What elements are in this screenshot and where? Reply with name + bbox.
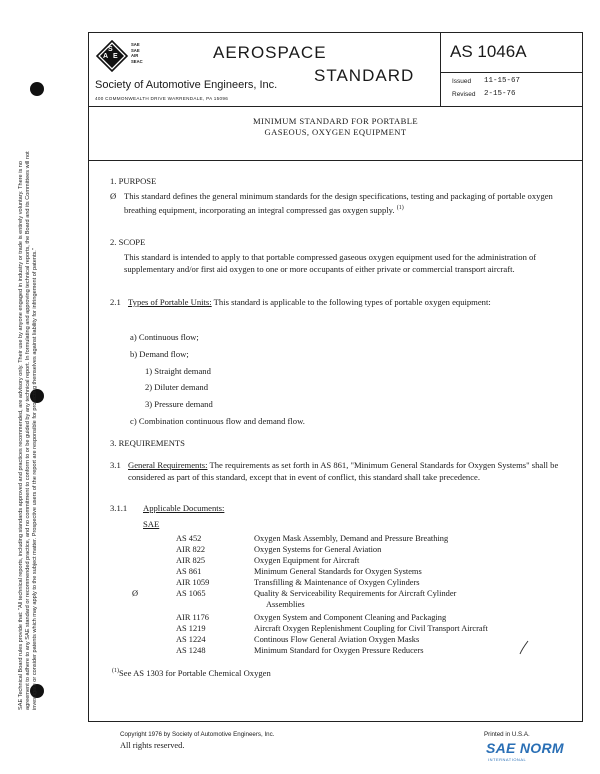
logo-side-words (131, 42, 143, 64)
section-2-1-text (128, 297, 564, 309)
revised-date: 2-15-76 (484, 90, 516, 98)
section-3-1-label: General Requirements: (128, 460, 208, 470)
documents-table (132, 534, 570, 655)
revised-label: Revised (452, 91, 476, 98)
section-1-text (124, 191, 564, 216)
doc-code: AS 452 (176, 534, 202, 543)
doc-title-cell: Oxygen Systems for General Aviation (254, 545, 382, 554)
section-2-1-body: This standard is applicable to the following types of portable oxygen equipment: (213, 297, 491, 307)
doc-code: AS 861 (176, 567, 202, 576)
logo-letter-s: S (108, 46, 113, 53)
side-notice: SAE Technical Board rules provide that: "All technical reports, including standards approved and practices recommended, are advisory only. Their use by anyone engaged in industry or trade is entirely voluntary. There is no agreement to adhere to any SAE standard or recommended practice, and no commitment to conform to or be guided by any technical report. In formulating and approving technical reports, the Board and its Committees will not investigate or consider patents which may apply to the subject matter. Prospective users of the report are responsible for protecting themselves against liability for infringement of patents." (18, 151, 39, 710)
doc-title-cell: Oxygen Equipment for Aircraft (254, 556, 360, 565)
doc-title-cell: Oxygen System and Component Cleaning and Packaging (254, 613, 447, 622)
handwritten-mark (517, 640, 531, 656)
section-3-1-text (128, 460, 564, 483)
doc-title-cell: Aircraft Oxygen Replenishment Coupling for Civil Transport Aircraft (254, 624, 488, 633)
header-title-aerospace: AEROSPACE (213, 43, 327, 62)
list-item-b2: 2) Diluter demand (145, 382, 209, 392)
society-address: 400 COMMONWEALTH DRIVE WARRENDALE, PA 15096 (95, 96, 229, 101)
doc-title-cell: Minimum Standard for Oxygen Pressure Reducers (254, 646, 424, 655)
logo-word-3: AIR (131, 53, 139, 59)
issued-label: Issued (452, 78, 472, 85)
doc-title-cell: Transfilling & Maintenance of Oxygen Cylinders (254, 578, 420, 587)
logo-word-1: SAE (131, 42, 140, 47)
section-3-1-1-number: 3.1.1 (110, 503, 128, 513)
footer-printed: Printed in U.S.A. (484, 731, 530, 738)
section-2-text: This standard is intended to apply to that portable compressed gaseous oxygen equipment used for the administration of supplementary and/or first aid oxygen to one or more occupants of either private or commercial transport aircraft. (124, 252, 537, 274)
doc-number: AS 1046A (450, 42, 527, 61)
footer-rights: All rights reserved. (120, 741, 185, 750)
doc-code: AS 1065 (176, 589, 206, 598)
change-mark-doc: Ø (132, 589, 139, 598)
watermark-logo: SAE NORM (486, 740, 564, 756)
doc-title-cell: Continous Flow General Aviation Oxygen Masks (254, 635, 420, 644)
footnote (112, 666, 271, 679)
section-3-1-1-label: Applicable Documents: (143, 503, 225, 513)
doc-code: AS 1219 (176, 624, 206, 633)
footnote-ref: (1) (396, 204, 404, 211)
section-2-1-number: 2.1 (110, 297, 121, 307)
header-divider (88, 106, 583, 107)
doc-title (88, 116, 583, 138)
list-item-b3: 3) Pressure demand (145, 399, 213, 409)
footer-copyright: Copyright 1976 by Society of Automotive Engineers, Inc. (120, 731, 275, 738)
section-2-heading: 2. SCOPE (110, 237, 146, 247)
doc-title-line1: MINIMUM STANDARD FOR PORTABLE (252, 116, 419, 126)
section-3-1-number: 3.1 (110, 460, 121, 470)
society-name: Society of Automotive Engineers, Inc. (95, 79, 278, 91)
logo-letter-e: E (113, 53, 118, 60)
section-1-body: This standard defines the general minimum standards for the design specifications, testing and packaging of portable oxygen breathing equipment, incorporating an integral compressed gas oxygen supply. (124, 191, 553, 215)
header-title-standard: STANDARD (314, 66, 415, 85)
doc-code: AIR 822 (176, 545, 206, 554)
section-3-heading: 3. REQUIREMENTS (110, 438, 185, 448)
doc-number-underline (440, 72, 583, 73)
doc-title-cell: Quality & Serviceability Requirements for Aircraft Cylinder (254, 589, 457, 598)
doc-code: AIR 825 (176, 556, 206, 565)
footnote-text: See AS 1303 for Portable Chemical Oxygen (119, 667, 271, 678)
footnote-mark: (1) (112, 668, 119, 674)
title-divider (88, 160, 583, 161)
doc-code: AIR 1176 (176, 613, 209, 622)
section-2-1-label: Types of Portable Units: (128, 297, 212, 307)
doc-title-cell-cont: Assemblies (266, 600, 305, 609)
list-item-c: c) Combination continuous flow and demand flow. (130, 416, 305, 426)
list-item-b: b) Demand flow; (130, 349, 189, 359)
sae-documents-label: SAE (143, 519, 160, 529)
doc-title-cell: Minimum General Standards for Oxygen Systems (254, 567, 422, 576)
section-1-heading: 1. PURPOSE (110, 176, 157, 186)
doc-code: AIR 1059 (176, 578, 210, 587)
logo-word-4: SEAC (131, 58, 143, 64)
change-mark-1: Ø (110, 191, 117, 201)
doc-code: AS 1248 (176, 646, 206, 655)
logo-letter-a: A (103, 53, 109, 60)
doc-title-line2: GASEOUS, OXYGEN EQUIPMENT (264, 127, 407, 137)
sae-logo (96, 40, 128, 72)
logo-word-2: SAE (131, 47, 140, 53)
header-column-divider (440, 32, 441, 106)
issued-date: 11-15-67 (484, 77, 521, 85)
binder-hole-top (30, 82, 44, 96)
doc-code: AS 1224 (176, 635, 206, 644)
sae-logo-emblem (96, 40, 128, 72)
watermark-sub: INTERNATIONAL (488, 757, 527, 762)
doc-title-cell: Oxygen Mask Assembly, Demand and Pressure Breathing (254, 534, 449, 543)
list-item-b1: 1) Straight demand (145, 366, 211, 376)
section-3-1-body: The requirements as set forth in AS 861, "Minimum General Standards for Oxygen Systems" shall be considered as part of this standard, except that in event of conflict, this standard shall take precedence. (128, 460, 559, 482)
list-item-a: a) Continuous flow; (130, 332, 199, 342)
